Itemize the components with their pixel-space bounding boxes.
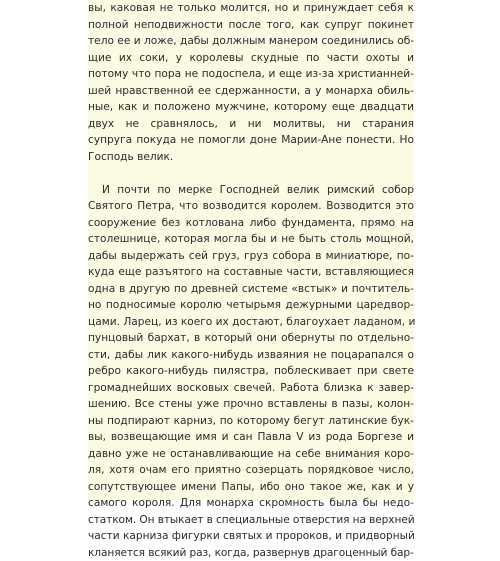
text-line: но подносимые королю четырьмя дежурными царедвор- xyxy=(88,297,414,314)
text-line: шей нравственной ее сдержанности, а у монарха обиль- xyxy=(88,83,414,100)
text-line: ные, как и положено мужчине, которому еще двадцати xyxy=(88,99,414,116)
text-line: одна в другую по древней системе «встык» и почтитель- xyxy=(88,281,414,298)
paragraph xyxy=(88,0,414,165)
text-line: ребро какого-нибудь пилястра, поблескивает при свете xyxy=(88,363,414,380)
text-line: Святого Петра, что возводится королем. Возводится это xyxy=(88,198,414,215)
text-line: потому что пора не подоспела, и еще из-за христианней- xyxy=(88,66,414,83)
text-line: сти, дабы лик какого-нибудь изваяния не поцарапался о xyxy=(88,347,414,364)
text-line: давно уже не останавливающие на себе внимания коро- xyxy=(88,446,414,463)
paragraph-gap xyxy=(88,165,414,182)
text-line: вы, каковая не только молится, но и принуждает себя к xyxy=(88,0,414,17)
text-line: сооружение без котлована либо фундамента, прямо на xyxy=(88,215,414,232)
text-line: тело ее и ложе, дабы должным манером соединились об- xyxy=(88,33,414,50)
text-line: Господь велик. xyxy=(88,149,414,166)
text-line: столешнице, которая могла бы и не быть столь мощной, xyxy=(88,231,414,248)
text-line: самого короля. Для монарха скромность была бы недо- xyxy=(88,495,414,512)
text-line: шению. Все стены уже прочно вставлены в пазы, колон- xyxy=(88,396,414,413)
text-line: статком. Он втыкает в специальные отверстия на верхней xyxy=(88,512,414,529)
text-line: И почти по мерке Господней велик римский собор xyxy=(88,182,414,199)
page-text xyxy=(88,0,414,561)
paragraph xyxy=(88,182,414,561)
text-line: пунцовый бархат, в который они обернуты по отдельно- xyxy=(88,330,414,347)
text-line: громаднейших восковых свечей. Работа близка к завер- xyxy=(88,380,414,397)
text-line: щие их соки, у королевы скудные по части охоты и xyxy=(88,50,414,67)
text-line: дабы выдержать сей груз, груз собора в миниатюре, по- xyxy=(88,248,414,265)
text-line: цами. Ларец, из коего их достают, благоухает ладаном, и xyxy=(88,314,414,331)
text-line: полной неподвижности после того, как супруг покинет xyxy=(88,17,414,34)
text-line: куда еще разъятого на составные части, вставляющиеся xyxy=(88,264,414,281)
text-line: вы, возвещающие имя и сан Павла V из рода Боргезе и xyxy=(88,429,414,446)
text-line: кланяется всякий раз, когда, развернув драгоценный бар- xyxy=(88,545,414,561)
text-line: супруга покуда не помогли доне Марии-Ане понести. Но xyxy=(88,132,414,149)
text-line: ны подпирают карниз, по которому бегут латинские бук- xyxy=(88,413,414,430)
book-page xyxy=(88,0,414,500)
text-line: части карниза фигурки святых и пророков, и придворный xyxy=(88,528,414,545)
text-line: ля, хотя очам его приятно созерцать порядковое число, xyxy=(88,462,414,479)
text-line: сопутствующее имени Папы, ибо оно такое же, как и у xyxy=(88,479,414,496)
text-line: двух не сравнялось, и ни молитвы, ни старания xyxy=(88,116,414,133)
